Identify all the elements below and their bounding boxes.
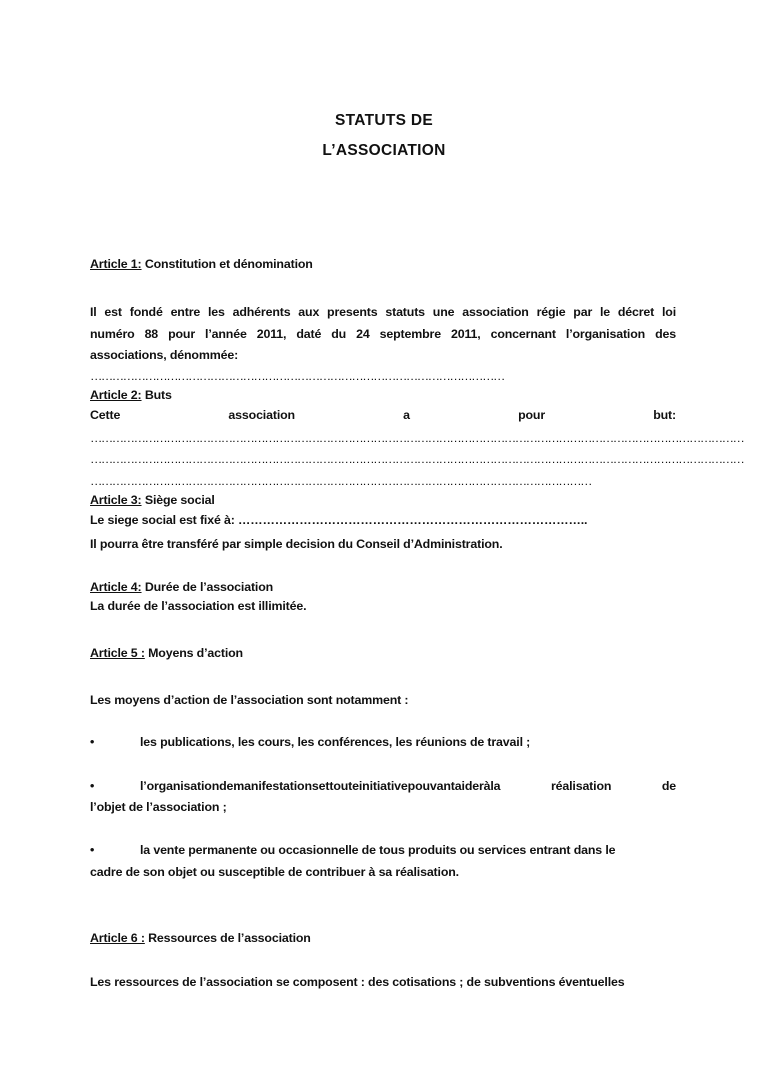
bullet: • [90, 779, 95, 793]
article1-heading [90, 255, 676, 273]
article3-line: Le siege social est fixé à: ………………………………………………………………………….. [90, 513, 588, 527]
article3-heading [90, 491, 676, 509]
bullet: • [90, 843, 95, 857]
article6-line: Les ressources de l’association se composent : des cotisations ; de subventions éventuelles [90, 975, 625, 989]
article1-line: Il est fondé entre les adhérents aux presents statuts une association régie par le décret loi [90, 305, 676, 319]
article2-label: Article 2: [90, 388, 142, 402]
list-item-continuation: l’objet de l’association ; [90, 800, 227, 814]
list-item [90, 841, 676, 859]
article1-line: associations, dénommée: [90, 348, 239, 362]
goal-blank: ………………………………………………………………………………………………………………………… [90, 474, 591, 488]
article4-heading [90, 578, 676, 596]
article3-title: Siège social [141, 493, 215, 507]
list-item-text: l’organisationdemanifestationsettouteinitiativepouvantaideràla réalisation de [140, 779, 676, 793]
list-item-continuation: cadre de son objet ou susceptible de contribuer à sa réalisation. [90, 865, 459, 879]
list-item-text: la vente permanente ou occasionnelle de tous produits ou services entrant dans le [140, 843, 616, 857]
article4-title: Durée de l’association [141, 580, 274, 594]
article3-label: Article 3: [90, 493, 142, 507]
list-item [90, 777, 676, 795]
document-title-line2: L’ASSOCIATION [322, 142, 446, 159]
article1-title: Constitution et dénomination [141, 257, 313, 271]
article2-title: Buts [141, 388, 172, 402]
article6-label: Article 6 : [90, 931, 145, 945]
goal-blank: ……………………………………………………………………………………………………………………………………………………………… [90, 431, 744, 445]
article4-line: La durée de l’association est illimitée. [90, 599, 307, 613]
article3-line: Il pourra être transféré par simple decision du Conseil d’Administration. [90, 537, 503, 551]
article1-line: numéro 88 pour l’année 2011, daté du 24 septembre 2011, concernant l’organisation des [90, 327, 676, 341]
article2-heading [90, 386, 676, 404]
bullet: • [90, 735, 95, 749]
goal-blank: ……………………………………………………………………………………………………………………………………………………………… [90, 452, 744, 466]
document-title-line1: STATUTS DE [334, 112, 433, 129]
article6-heading [90, 929, 676, 947]
list-item-text: les publications, les cours, les conférences, les réunions de travail ; [140, 735, 531, 749]
list-item [90, 733, 676, 751]
article6-title: Ressources de l’association [144, 931, 311, 945]
article4-label: Article 4: [90, 580, 142, 594]
article5-intro: Les moyens d’action de l’association sont notamment : [90, 693, 409, 707]
article5-label: Article 5 : [90, 646, 145, 660]
article1-label: Article 1: [90, 257, 142, 271]
association-name-blank: …………………………………………………………………………………………………… [90, 369, 504, 383]
article2-line: Cette association a pour but: [90, 408, 676, 422]
article5-title: Moyens d’action [144, 646, 243, 660]
article5-heading [90, 644, 676, 662]
